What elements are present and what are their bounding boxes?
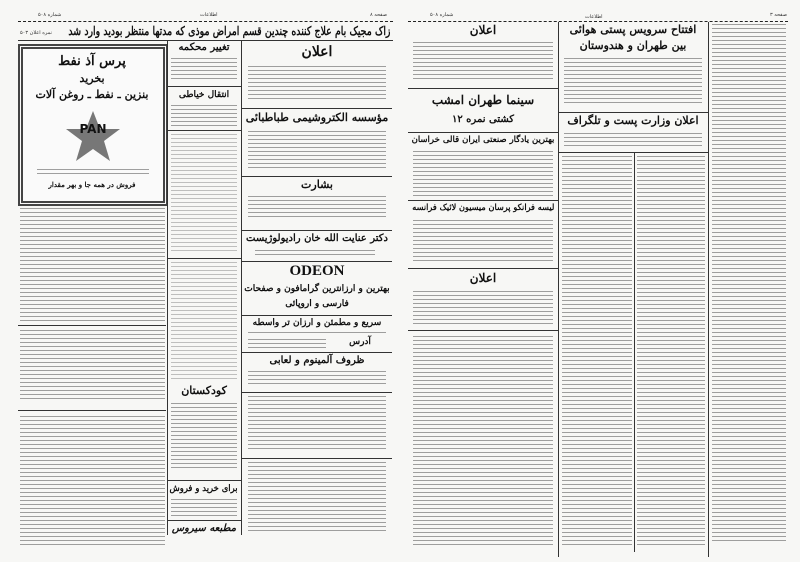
article-text	[248, 396, 386, 450]
svg-text:PAN: PAN	[79, 122, 107, 136]
article-text	[248, 332, 386, 336]
page-number: صفحه ۸	[370, 12, 387, 18]
divider	[558, 152, 708, 153]
article-text	[413, 42, 553, 82]
divider	[168, 130, 241, 131]
divider	[408, 132, 558, 133]
divider	[408, 268, 558, 269]
article-text	[564, 133, 702, 148]
article-text	[248, 196, 386, 220]
issue-number: شماره ۵۰۸	[430, 12, 454, 18]
article-text	[413, 151, 553, 196]
article-text	[248, 131, 386, 168]
notice-heading: انتقال خیاطی	[178, 90, 230, 100]
divider	[18, 410, 166, 411]
article-text	[248, 66, 386, 102]
divider	[168, 86, 241, 87]
cinema-film: کشتی نمره ۱۲	[451, 114, 515, 125]
address-label: آدرس	[349, 337, 371, 347]
divider	[18, 325, 166, 326]
notice-heading: بهترین یادگار صنعتی ایران قالی خراسان	[411, 135, 555, 145]
header-rule	[18, 21, 393, 22]
ad-line: بخرید	[79, 72, 105, 85]
notice-heading: بشارت	[301, 178, 333, 191]
article-text	[171, 262, 237, 380]
divider	[18, 40, 393, 41]
header-rule	[408, 21, 788, 22]
divider	[408, 330, 558, 331]
page-number: صفحه ۳	[770, 12, 787, 18]
article-text	[171, 58, 237, 82]
article-text	[20, 330, 165, 400]
headline: بین طهران و هندوستان	[579, 39, 687, 52]
ad-line: پرس آذ نفط	[58, 54, 126, 69]
odeon-heading: ODEON	[289, 263, 345, 279]
article-text	[413, 336, 553, 546]
notice-heading: کودکستان	[181, 384, 227, 397]
banner-note: نمره اعلان ۵۰۳	[20, 30, 52, 36]
headline: اعلان وزارت پست و تلگراف	[567, 114, 699, 127]
notice-heading: دکتر عنایت الله خان رادیولوژیست	[246, 233, 388, 244]
divider	[167, 40, 168, 535]
article-text	[248, 462, 386, 532]
notice-heading: اعلان	[301, 44, 333, 60]
article-text	[20, 208, 165, 323]
article-text	[171, 105, 237, 126]
article-text	[248, 339, 326, 349]
divider	[242, 392, 392, 393]
divider	[242, 230, 392, 231]
issue-number: شماره ۵۰۸	[38, 12, 62, 18]
cinema-heading: سینما طهران امشب	[431, 93, 535, 107]
article-text	[171, 134, 237, 254]
divider	[241, 40, 242, 535]
article-text	[20, 416, 165, 548]
ad-line: بنزین ـ نفط ـ روغن آلات	[35, 88, 149, 101]
divider	[408, 88, 558, 89]
printer-signature: مطبعه سیروس	[171, 523, 237, 534]
notice-heading: فارسی و اروپائی	[285, 299, 349, 309]
article-text	[413, 220, 553, 264]
pars-oil-ad	[18, 44, 168, 206]
pan-star-logo	[63, 109, 123, 164]
notice-heading: اعلان	[469, 271, 497, 285]
divider	[558, 112, 708, 113]
notice-heading: بهترین و ارزانترین گرامافون و صفحات	[244, 284, 390, 294]
divider	[168, 258, 241, 259]
article-text	[37, 169, 149, 177]
banner-ad: زاک مجیک بام علاج کننده چندین قسم امراض موذی که مدتها منتظر بودید وارد شد	[67, 24, 390, 38]
divider	[242, 352, 392, 353]
divider	[242, 176, 392, 177]
article-text	[255, 250, 375, 257]
masthead-small: اطلاعات	[585, 14, 603, 20]
article-text	[413, 291, 553, 326]
divider	[168, 480, 241, 481]
notice-heading: مؤسسه الکتروشیمی طباطبائی	[245, 111, 389, 124]
divider	[242, 458, 392, 459]
notice-heading: سریع و مطمئن و ارزان تر واسطه	[252, 318, 382, 328]
divider	[408, 200, 558, 201]
notice-heading: لیسه فرانکو پرسان میسیون لائیک فرانسه	[411, 203, 555, 213]
divider	[168, 520, 241, 521]
divider	[242, 261, 392, 262]
article-text	[564, 58, 702, 106]
notice-heading: ظروف آلمینوم و لعابی	[269, 355, 365, 366]
article-text	[248, 371, 386, 386]
notice-heading: تغییر محکمه	[178, 42, 230, 53]
article-text	[171, 403, 237, 469]
article-text	[712, 24, 786, 544]
notice-heading: برای خرید و فروش	[169, 484, 239, 494]
article-text	[562, 156, 632, 546]
divider	[708, 22, 709, 557]
notice-heading: اعلان	[469, 23, 497, 37]
article-text	[637, 156, 705, 546]
article-text	[171, 499, 237, 516]
divider	[558, 22, 559, 557]
masthead-small: اطلاعات	[200, 12, 218, 18]
ad-footer: فروش در همه جا و بهر مقدار	[48, 180, 136, 189]
divider	[242, 315, 392, 316]
divider	[242, 108, 392, 109]
headline: افتتاح سرویس پستی هوائی	[569, 23, 697, 36]
divider	[634, 152, 635, 552]
